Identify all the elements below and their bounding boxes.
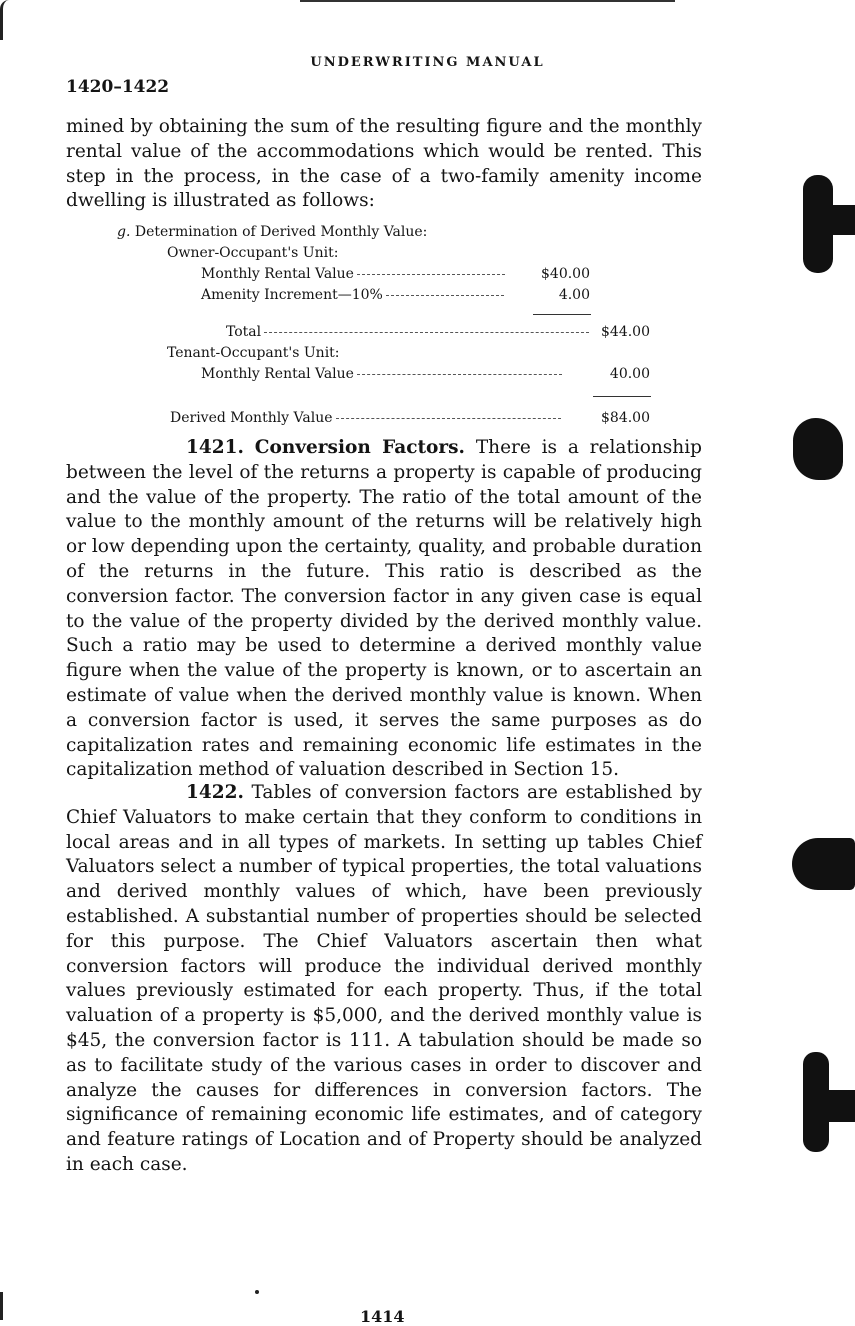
owner-row-label: Monthly Rental Value [201,266,354,282]
page-left-bottom-edge [0,1292,3,1320]
section-range: 1420–1422 [66,77,170,97]
section-1421 [66,436,702,783]
tenant-unit-label: Tenant-Occupant's Unit: [167,345,340,361]
binder-hole-mark [793,418,843,480]
example-heading [117,224,427,240]
subtotal-rule [533,314,591,315]
page-top-edge [300,0,675,2]
total-label: Total [226,324,262,340]
derived-amount: $84.00 [601,410,650,426]
page-number: 1414 [360,1307,405,1326]
section-1422-text: Tables of conversion factors are established by Chief Valuators to make certain that they conform to conditions in local areas and in all types of markets. In setting up tables Chief Valuators select a number of typical properties, the total valuations and derived monthly values of which, have been previously established. A substantial number of properties should be selected for this purpose. The Chief Valuators ascertain then what conversion factors will produce the individual derived monthly values previously estimated for each property. Thus, if the total valuation of a property is $5,000, and the derived monthly value is $45, the conversion factor is 111. A tabulation should be made so as to facilitate study of the various cases in order to discover and analyze the causes for differences in conversion factors. The significance of remaining economic life estimates, and of category and feature ratings of Location and of Property should be analyzed in each case. [66,782,702,1175]
binder-tab-mark [820,205,855,235]
section-1421-number: 1421. [186,437,244,458]
section-1422 [66,781,702,1178]
total-amount: $44.00 [601,324,650,340]
running-header: UNDERWRITING MANUAL [310,55,545,70]
owner-row-label: Amenity Increment—10% [201,287,383,303]
tenant-row-amount: 40.00 [609,366,650,382]
grand-total-rule [593,396,651,397]
owner-row-amount: 4.00 [558,287,590,303]
tenant-row [201,366,562,382]
example-heading-text: Determination of Derived Monthly Value: [134,224,428,240]
section-1421-text: There is a relationship between the level of the returns a property is capable of producing and the value of the property. The ratio of the total amount of the value to the monthly amount of the returns will be relatively high or low depending upon the certainty, quality, and probable duration of the returns in the future. This ratio is described as the conversion factor. The conversion factor in any given case is equal to the value of the property divided by the derived monthly value. Such a ratio may be used to determine a derived monthly value figure when the value of the property is known, or to ascertain an estimate of value when the derived monthly value is known. When a conversion factor is used, it serves the same purposes as do capitalization rates and remaining economic life estimates in the capitalization method of valuation described in Section 15. [66,437,702,781]
owner-row-amount: $40.00 [541,266,590,282]
owner-unit-label: Owner-Occupant's Unit: [167,245,339,261]
owner-row [201,287,504,303]
binder-tab-mark [820,1090,855,1122]
section-1421-title: Conversion Factors. [254,437,465,458]
derived-row [170,410,561,426]
page-left-edge [0,0,9,40]
intro-paragraph: mined by obtaining the sum of the resulting figure and the monthly rental value of the accommodations which would be rented. This step in the process, in the case of a two-family amenity income dwelling is illustrated as follows: [66,116,702,212]
example-letter: g. [117,224,131,240]
binder-hole-mark [792,838,855,890]
ink-speck [255,1290,259,1294]
derived-label: Derived Monthly Value [170,410,333,426]
section-1422-number: 1422. [186,782,244,803]
owner-row [201,266,505,282]
tenant-row-label: Monthly Rental Value [201,366,354,382]
total-row [226,324,589,340]
